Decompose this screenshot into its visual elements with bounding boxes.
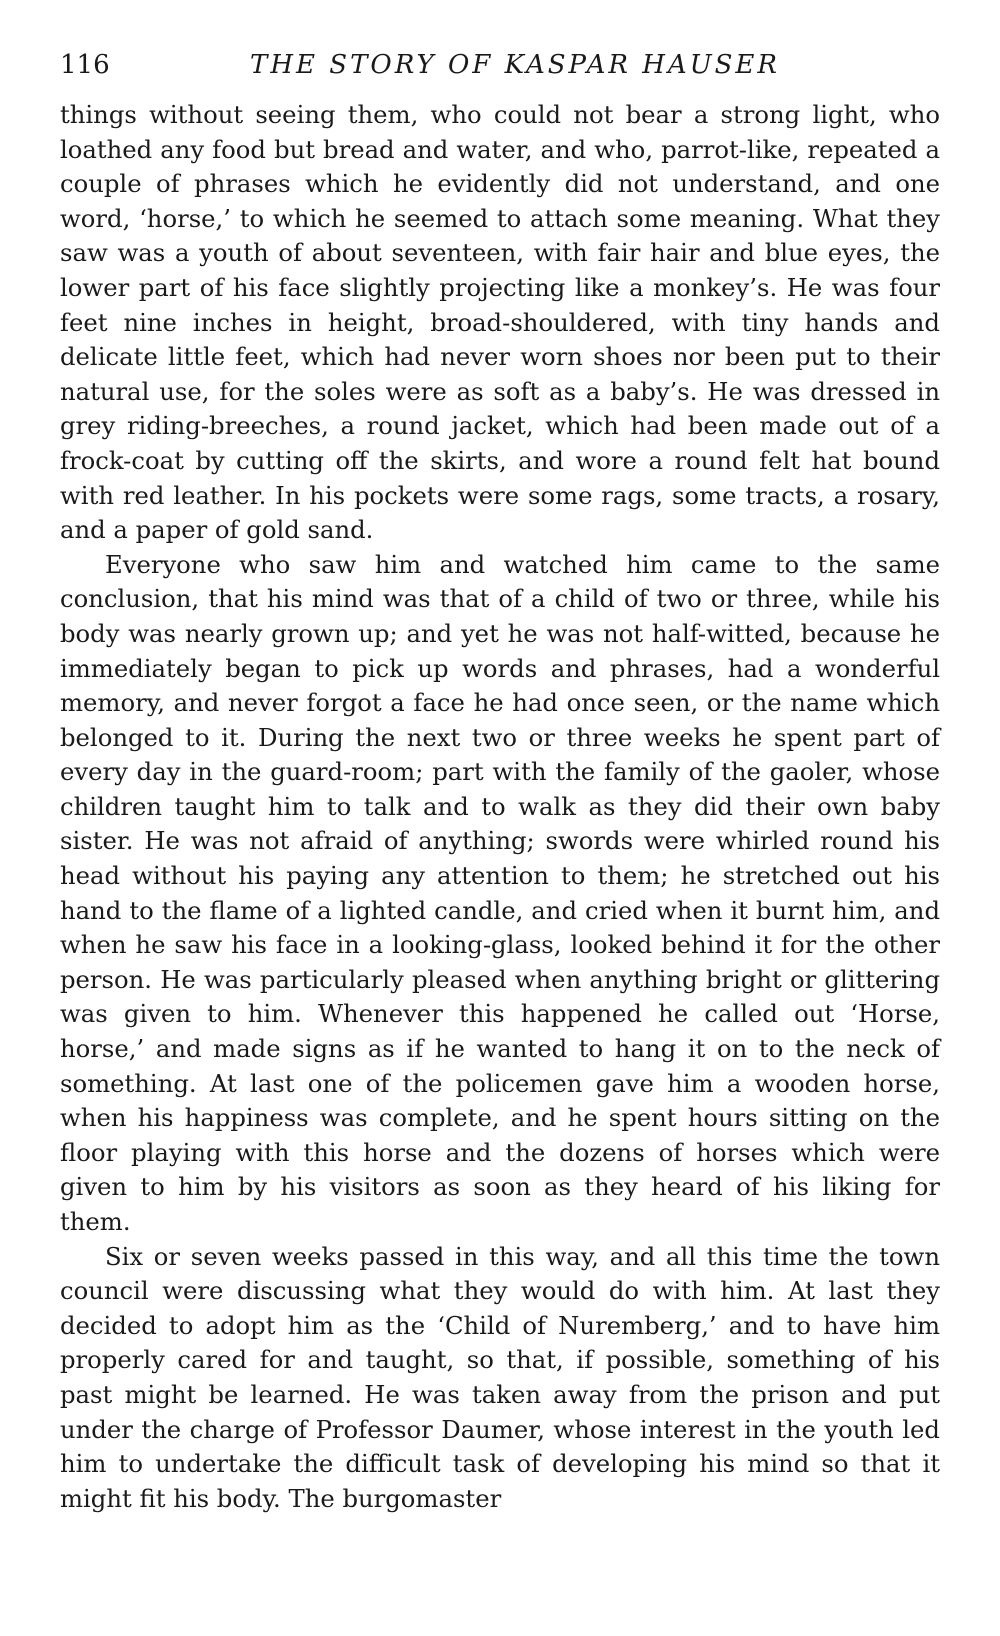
running-title: THE STORY OF KASPAR HAUSER <box>250 50 780 80</box>
paragraph-1: things without seeing them, who could not bear a strong light, who loathed any food but bread and water, and who, parrot-like, repeated a couple of phrases which he evidently did not understand, and one word, ‘horse,’ to which he seemed to attach some meaning. What they saw was a youth of about seventeen, with fair hair and blue eyes, the lower part of his face slightly projecting like a monkey’s. He was four feet nine inches in height, broad-shouldered, with tiny hands and delicate little feet, which had never worn shoes nor been put to their natural use, for the soles were as soft as a baby’s. He was dressed in grey riding-breeches, a round jacket, which had been made out of a frock-coat by cutting off the skirts, and wore a round felt hat bound with red leather. In his pockets were some rags, some tracts, a rosary, and a paper of gold sand. <box>60 100 940 545</box>
paragraph-3: Six or seven weeks passed in this way, and all this time the town council were discussing what they would do with him. At last they decided to adopt him as the ‘Child of Nuremberg,’ and to have him properly cared for and taught, so that, if possible, something of his past might be learned. He was taken away from the prison and put under the charge of Professor Daumer, whose interest in the youth led him to undertake the difficult task of developing his mind so that it might fit his body. The burgomaster <box>60 1241 940 1513</box>
page-number: 116 <box>60 50 110 80</box>
paragraph-2: Everyone who saw him and watched him came to the same conclusion, that his mind was that of a child of two or three, while his body was nearly grown up; and yet he was not half-witted, because he immediately began to pick up words and phrases, had a wonderful memory, and never forgot a face he had once seen, or the name which belonged to it. During the next two or three weeks he spent part of every day in the guard-room; part with the family of the gaoler, whose children taught him to talk and to walk as they did their own baby sister. He was not afraid of anything; swords were whirled round his head without his paying any attention to them; he stretched out his hand to the flame of a lighted candle, and cried when it burnt him, and when he saw his face in a looking-glass, looked behind it for the other person. He was particularly pleased when anything bright or glittering was given to him. Whenever this happened he called out ‘Horse, horse,’ and made signs as if he wanted to hang it on to the neck of something. At last one of the policemen gave him a wooden horse, when his happiness was complete, and he spent hours sitting on the floor playing with this horse and the dozens of horses which were given to him by his visitors as soon as they heard of his liking for them. <box>60 549 940 1236</box>
page-header <box>60 50 940 90</box>
book-page <box>60 50 940 1516</box>
body-text <box>60 98 940 1516</box>
